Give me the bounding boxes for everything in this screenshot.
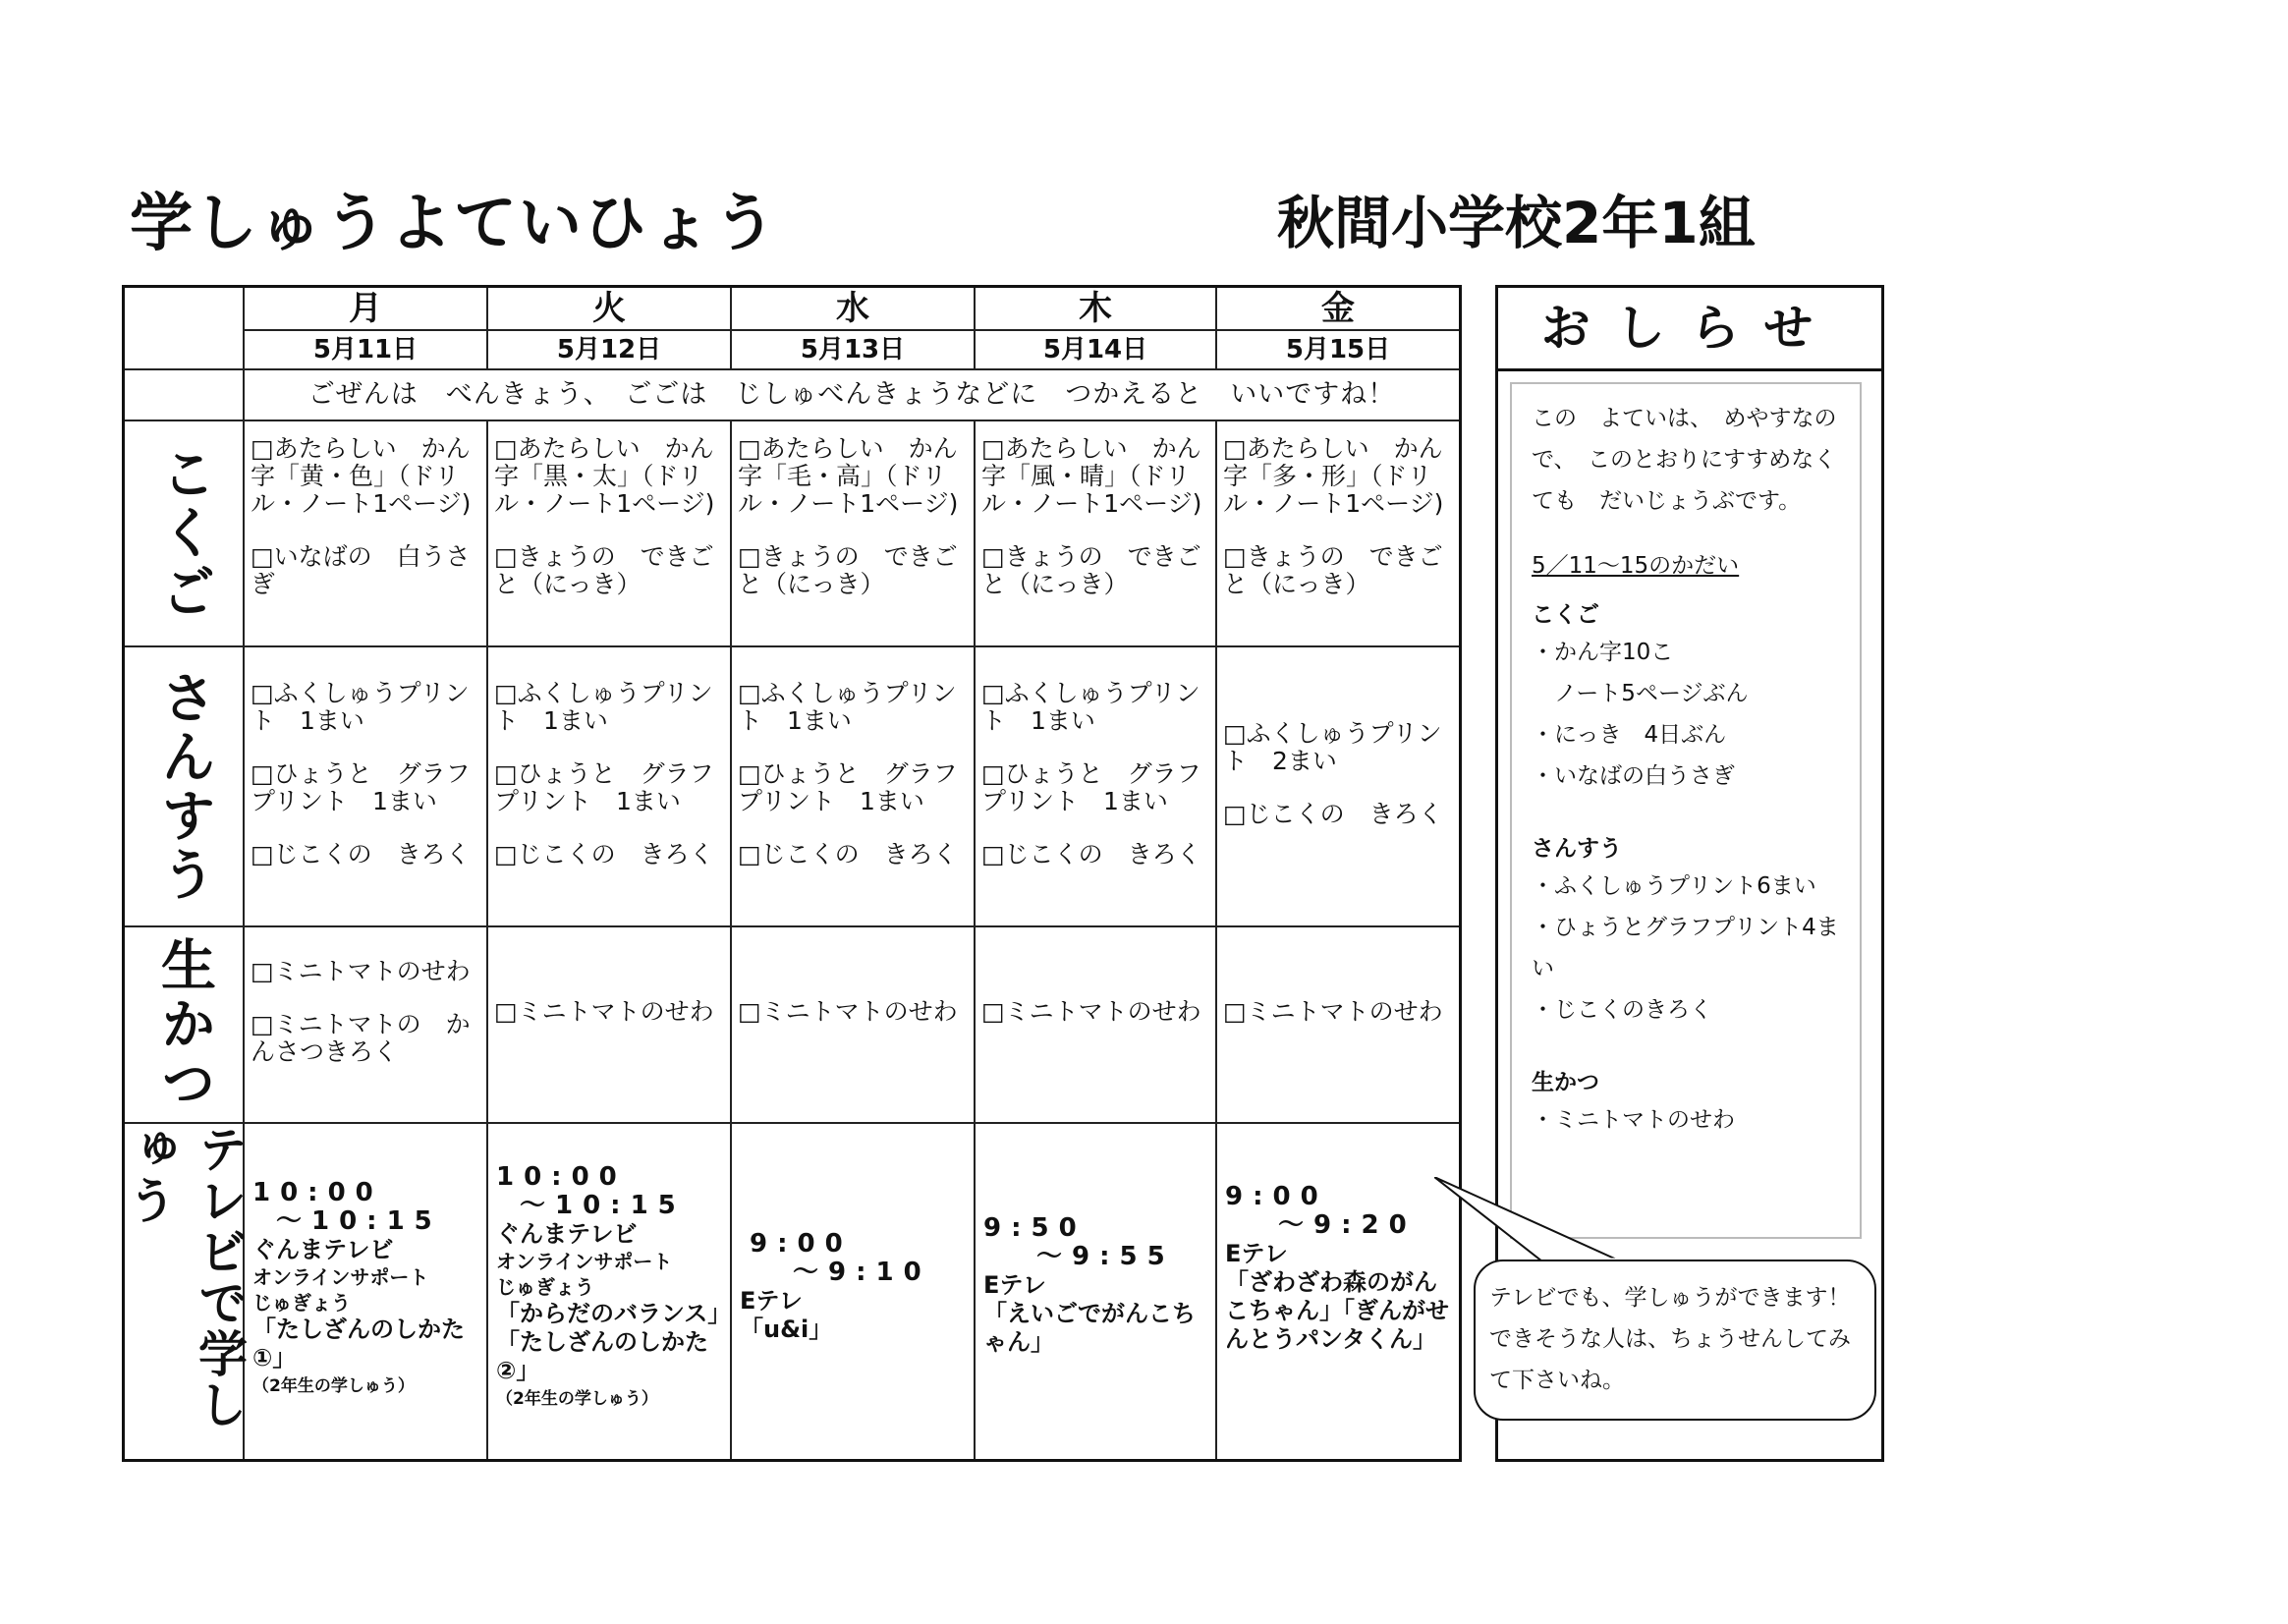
kokugo-cell: □あたらしい かん字「多・形」（ドリル・ノート1ページ) □きょうの できごと（にっき）: [1217, 421, 1459, 647]
sansu-cell: □ふくしゅうプリント 1まい □ひょうと グラフプリント 1まい □じこくの きろく: [732, 647, 976, 927]
seikatsu-heading: 生かつ: [1532, 1070, 1599, 1095]
date-header: 5月15日: [1217, 331, 1459, 370]
empty-cell: [125, 370, 245, 421]
sansu-cell: □ふくしゅうプリント 2まい □じこくの きろく: [1217, 647, 1459, 927]
day-header: 金: [1217, 288, 1459, 331]
tv-cell: 9:00 ～9:10 Eテレ 「u&i」: [732, 1124, 976, 1459]
tv-cell: 10:00 ～10:15 ぐんまテレビ オンラインサポート じゅぎょう 「からだのバランス」「たしざんのしかた②」 （2年生の学しゅう）: [488, 1124, 732, 1459]
notice-box: [1510, 382, 1862, 1239]
list-item: ・ひょうとグラフプリント4まい: [1532, 915, 1839, 981]
kokugo-cell: □あたらしい かん字「黒・太」（ドリル・ノート1ページ) □きょうの できごと（にっき）: [488, 421, 732, 647]
date-header: 5月13日: [732, 331, 976, 370]
date-header: 5月14日: [976, 331, 1217, 370]
sansu-heading: さんすう: [1532, 836, 1622, 862]
schedule-table: [122, 285, 1462, 1462]
tv-cell: 9:50 ～9:55 Eテレ 「えいごでがんこちゃん」: [976, 1124, 1217, 1459]
assignment-period: 5／11～15のかだい: [1532, 553, 1740, 579]
list-item: ノート5ページぶん: [1532, 681, 1749, 706]
list-item: ・ふくしゅうプリント6まい: [1532, 873, 1816, 899]
seikatsu-cell: □ミニトマトのせわ: [976, 927, 1217, 1124]
list-item: ・ミニトマトのせわ: [1532, 1107, 1735, 1133]
seikatsu-cell: □ミニトマトのせわ: [488, 927, 732, 1124]
class-name: 秋間小学校2年1組: [1277, 190, 1756, 256]
notice-intro: この よていは、 めやすなので、 このとおりにすすめなくても だいじょうぶです。: [1532, 406, 1837, 514]
seikatsu-cell: □ミニトマトのせわ □ミニトマトの かんさつきろく: [245, 927, 488, 1124]
tv-cell: 10:00 ～10:15 ぐんまテレビ オンラインサポート じゅぎょう 「たしざんのしかた①」 （2年生の学しゅう）: [245, 1124, 488, 1459]
sansu-cell: □ふくしゅうプリント 1まい □ひょうと グラフプリント 1まい □じこくの きろく: [488, 647, 732, 927]
page-title: 学しゅうよていひょう: [130, 188, 778, 260]
sansu-cell: □ふくしゅうプリント 1まい □ひょうと グラフプリント 1まい □じこくの きろく: [976, 647, 1217, 927]
corner-cell: [125, 288, 245, 370]
notice-heading: おしらせ: [1498, 288, 1881, 371]
day-header: 木: [976, 288, 1217, 331]
subject-kokugo: こくご: [125, 421, 245, 647]
kokugo-cell: □あたらしい かん字「毛・高」（ドリル・ノート1ページ) □きょうの できごと（にっき）: [732, 421, 976, 647]
day-header: 水: [732, 288, 976, 331]
day-header: 月: [245, 288, 488, 331]
subject-tv: テレビで学しゅう: [125, 1124, 245, 1459]
list-item: ・じこくのきろく: [1532, 997, 1712, 1023]
seikatsu-cell: □ミニトマトのせわ: [1217, 927, 1459, 1124]
tv-cell: 9:00 ～9:20 Eテレ 「ざわざわ森のがんこちゃん」「ぎんがせんとうパンタくん」: [1225, 1182, 1449, 1353]
sansu-cell: □ふくしゅうプリント 1まい □ひょうと グラフプリント 1まい □じこくの きろく: [245, 647, 488, 927]
kokugo-cell: □あたらしい かん字「黄・色」（ドリル・ノート1ページ) □いなばの 白うさぎ: [245, 421, 488, 647]
kokugo-cell: □あたらしい かん字「風・晴」（ドリル・ノート1ページ) □きょうの できごと（にっき）: [976, 421, 1217, 647]
day-header: 火: [488, 288, 732, 331]
subject-sansu: さんすう: [125, 647, 245, 927]
list-item: ・いなばの白うさぎ: [1532, 763, 1735, 789]
list-item: ・かん字10こ: [1532, 640, 1674, 665]
subject-seikatsu: 生かつ: [125, 927, 245, 1124]
kokugo-heading: こくご: [1532, 602, 1599, 628]
general-note: ごぜんは べんきょう、 ごごは じしゅべんきょうなどに つかえると いいですね！: [245, 370, 1459, 421]
date-header: 5月11日: [245, 331, 488, 370]
date-header: 5月12日: [488, 331, 732, 370]
seikatsu-cell: □ミニトマトのせわ: [732, 927, 976, 1124]
list-item: ・にっき 4日ぶん: [1532, 722, 1727, 748]
speech-bubble: テレビでも、学しゅうができます！できそうな人は、ちょうせんしてみて下さいね。: [1474, 1260, 1876, 1421]
